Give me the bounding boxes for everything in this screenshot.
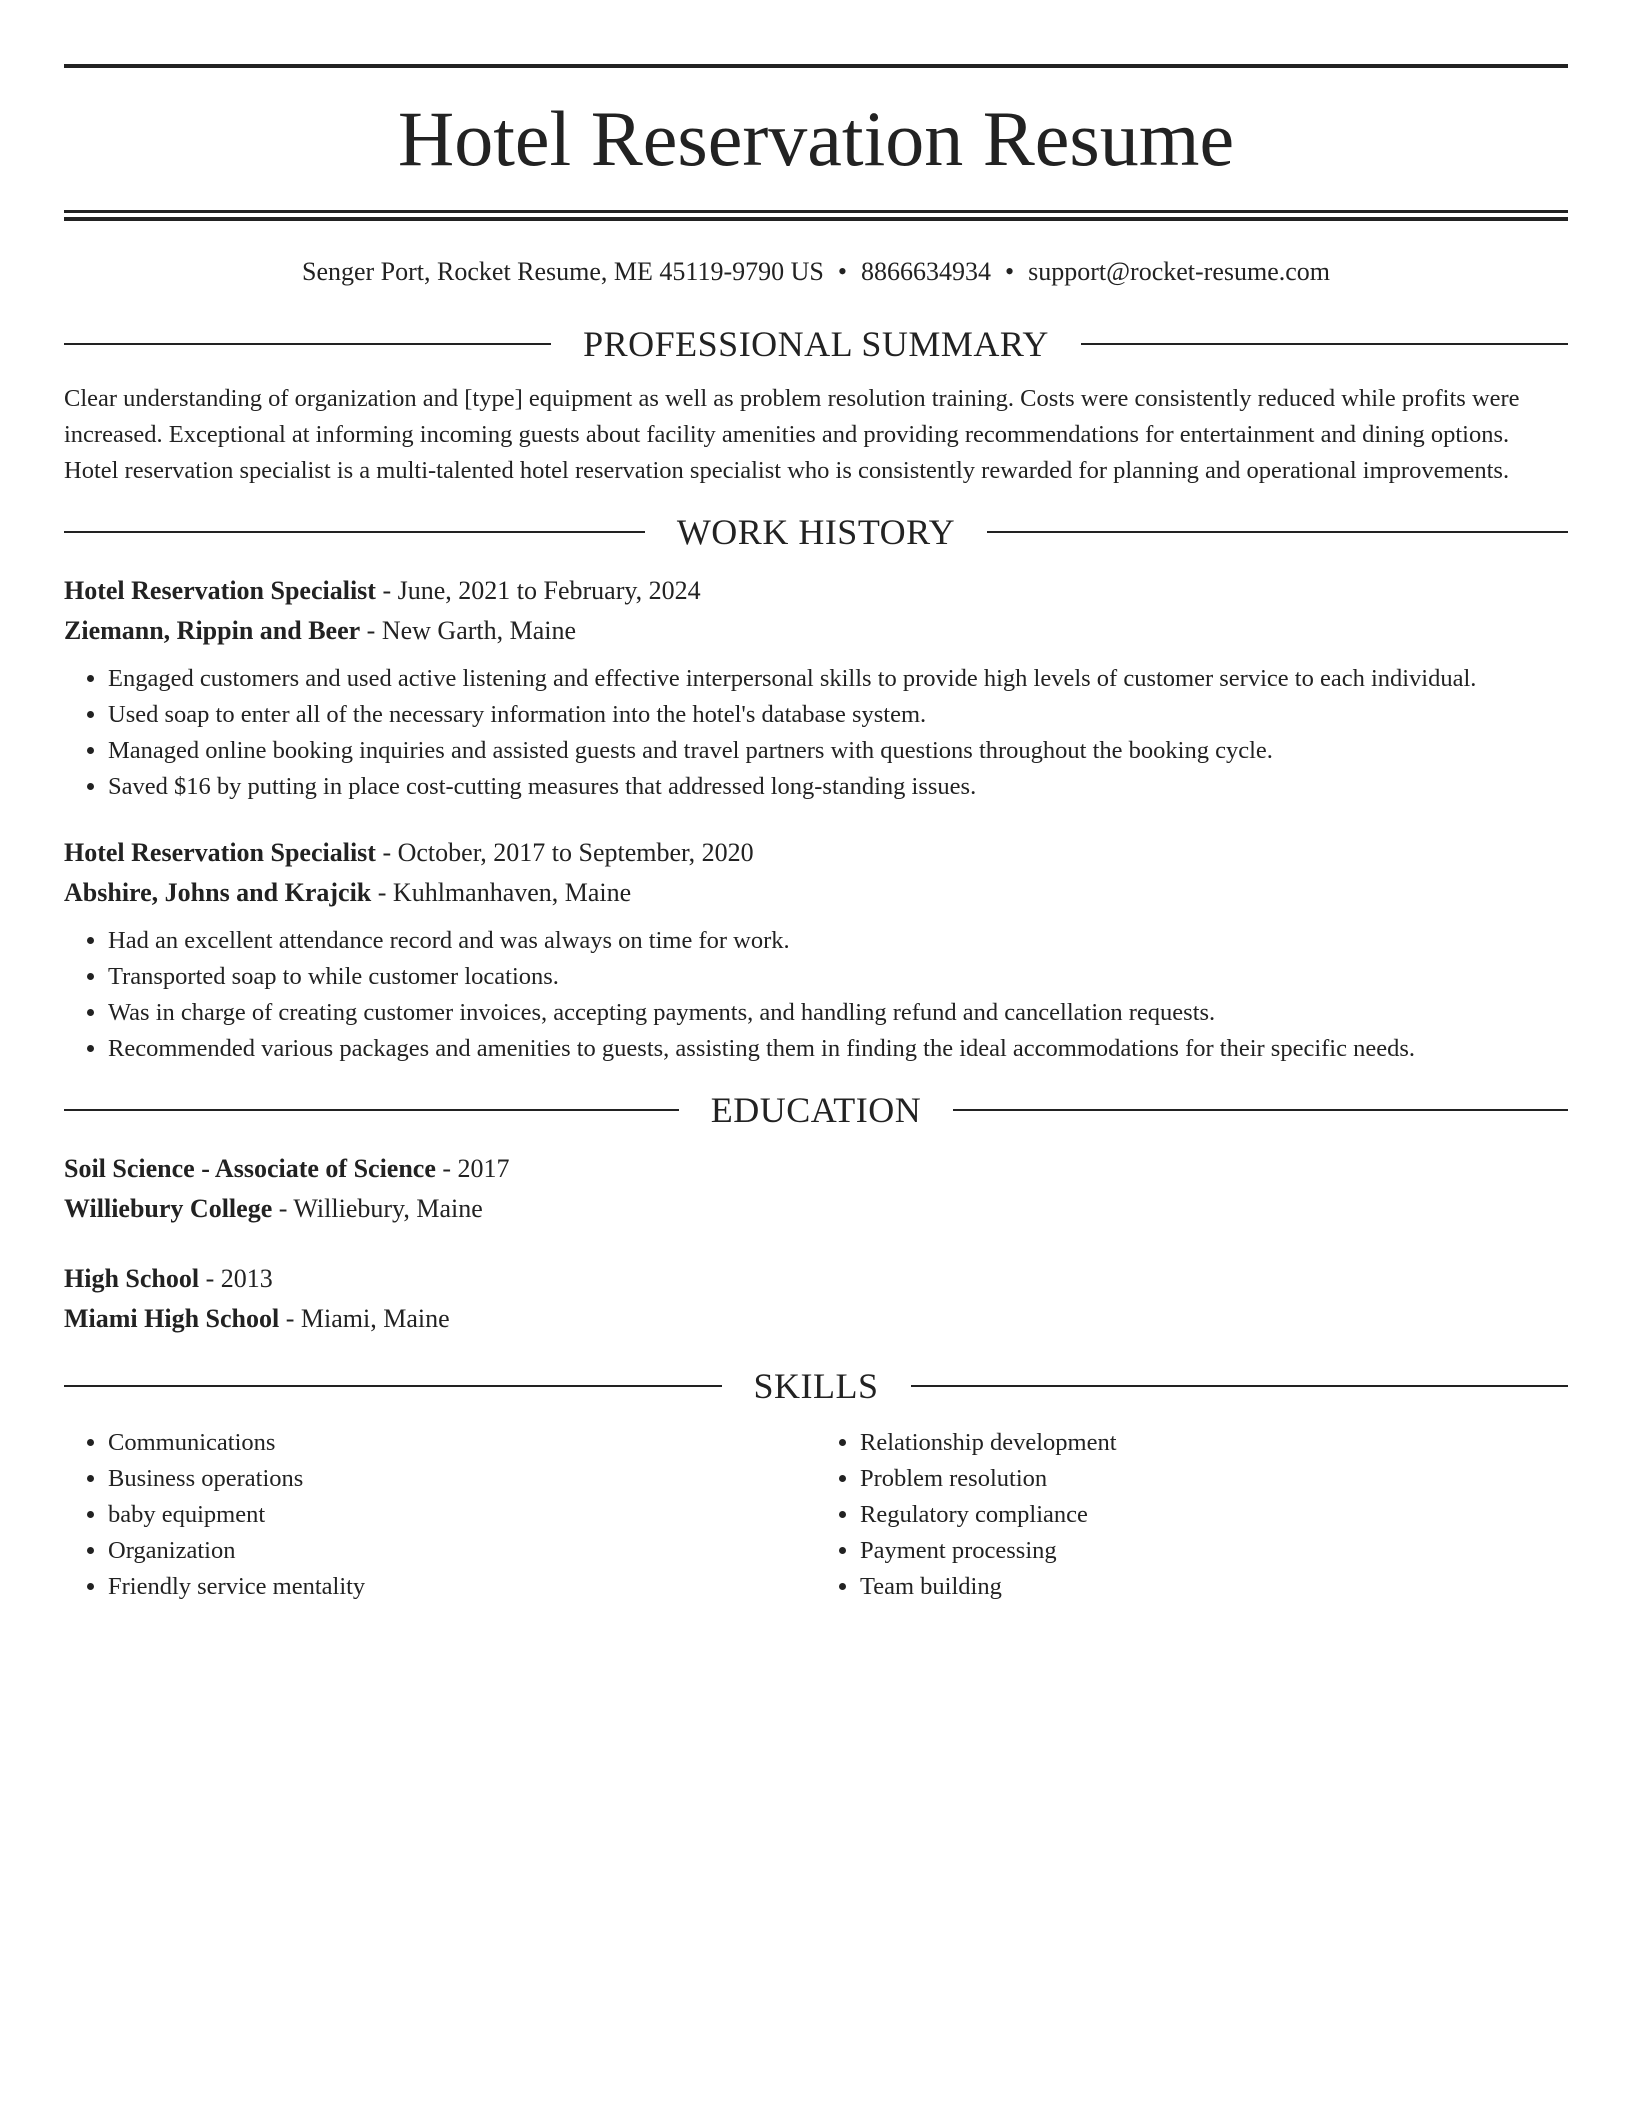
job-title-line xyxy=(64,571,1568,611)
contact-separator: • xyxy=(1004,257,1015,286)
heading-rule xyxy=(64,531,645,533)
job-location: - Kuhlmanhaven, Maine xyxy=(371,878,632,907)
school-location: - Miami, Maine xyxy=(279,1304,450,1333)
list-item: • Used soap to enter all of the necessary information into the hotel's database system. xyxy=(108,697,1568,733)
job-title-line xyxy=(64,833,1568,873)
degree-year: - 2017 xyxy=(435,1154,510,1183)
skill-item: • Payment processing xyxy=(860,1533,1568,1569)
list-item: • Saved $16 by putting in place cost-cutting measures that addressed long-standing issues. xyxy=(108,769,1568,805)
education-entry xyxy=(64,1149,1568,1229)
job-dates: - October, 2017 to September, 2020 xyxy=(375,838,754,867)
section-title: EDUCATION xyxy=(710,1090,922,1130)
job-location: - New Garth, Maine xyxy=(360,616,577,645)
resume-title: Hotel Reservation Resume xyxy=(397,95,1235,182)
heading-rule xyxy=(953,1109,1568,1111)
list-item: • Was in charge of creating customer invoices, accepting payments, and handling refund and cancellation requests. xyxy=(108,995,1568,1031)
school-location: - Williebury, Maine xyxy=(272,1194,483,1223)
skill-item: • Regulatory compliance xyxy=(860,1497,1568,1533)
list-item: • Managed online booking inquiries and assisted guests and travel partners with questions throughout the booking cycle. xyxy=(108,733,1568,769)
job-bullets xyxy=(64,923,1568,1067)
section-title: PROFESSIONAL SUMMARY xyxy=(583,324,1049,364)
skill-item: • Friendly service mentality xyxy=(108,1569,816,1605)
degree-line xyxy=(64,1149,1568,1189)
contact-line xyxy=(64,257,1568,287)
section-heading-education xyxy=(64,1085,1568,1135)
skill-item: • Organization xyxy=(108,1533,816,1569)
education-entry xyxy=(64,1259,1568,1339)
degree-year: - 2013 xyxy=(199,1264,273,1293)
skill-item: • Relationship development xyxy=(860,1425,1568,1461)
section-title: WORK HISTORY xyxy=(676,512,956,552)
contact-phone: 8866634934 xyxy=(860,257,991,286)
skill-item: • Problem resolution xyxy=(860,1461,1568,1497)
list-item: • Transported soap to while customer locations. xyxy=(108,959,1568,995)
heading-rule xyxy=(64,1385,722,1387)
contact-separator: • xyxy=(837,257,847,286)
section-heading-summary xyxy=(64,319,1568,369)
skills-list xyxy=(64,1425,1568,1605)
job-title: Hotel Reservation Specialist xyxy=(64,576,376,605)
school-line xyxy=(64,1189,1568,1229)
list-item: • Engaged customers and used active listening and effective interpersonal skills to provide high levels of customer service to each individual. xyxy=(108,661,1568,697)
school: Williebury College xyxy=(64,1194,273,1223)
job-bullets xyxy=(64,661,1568,805)
skills-column-right xyxy=(816,1425,1568,1605)
heading-rule xyxy=(911,1385,1569,1387)
school: Miami High School xyxy=(64,1304,280,1333)
contact-email: support@rocket-resume.com xyxy=(1028,257,1331,286)
heading-rule xyxy=(1081,343,1568,345)
job-company: Abshire, Johns and Krajcik xyxy=(64,878,372,907)
skill-item: • baby equipment xyxy=(108,1497,816,1533)
job-title: Hotel Reservation Specialist xyxy=(64,838,376,867)
degree: High School xyxy=(64,1264,200,1293)
job-company-line xyxy=(64,611,1568,651)
section-title: SKILLS xyxy=(753,1366,879,1406)
skill-item: • Communications xyxy=(108,1425,816,1461)
heading-rule xyxy=(987,531,1568,533)
job-entry xyxy=(64,833,1568,1067)
school-line xyxy=(64,1299,1568,1339)
contact-address: Senger Port, Rocket Resume, ME 45119-9790 US xyxy=(301,257,824,286)
degree: Soil Science - Associate of Science xyxy=(64,1154,436,1183)
heading-rule xyxy=(64,1109,679,1111)
list-item: • Had an excellent attendance record and was always on time for work. xyxy=(108,923,1568,959)
job-company: Ziemann, Rippin and Beer xyxy=(64,616,361,645)
section-heading-skills xyxy=(64,1361,1568,1411)
heading-rule xyxy=(64,343,551,345)
skill-item: • Team building xyxy=(860,1569,1568,1605)
job-dates: - June, 2021 to February, 2024 xyxy=(375,576,701,605)
summary-text: Clear understanding of organization and [type] equipment as well as problem resolution training. Costs were consistently reduced while profits were increased. Exceptional at informing incoming guests about facility amenities and providing recommendations for entertainment and dining options. Hotel reservation specialist is a multi-talented hotel reservation specialist who is consistently rewarded for planning and operational improvements. xyxy=(64,385,1520,484)
skill-item: • Business operations xyxy=(108,1461,816,1497)
skills-column-left xyxy=(64,1425,816,1605)
degree-line xyxy=(64,1259,1568,1299)
job-entry xyxy=(64,571,1568,805)
job-company-line xyxy=(64,873,1568,913)
section-heading-work-history xyxy=(64,507,1568,557)
resume-page xyxy=(64,64,1568,1605)
header-double-rule xyxy=(64,210,1568,221)
list-item: • Recommended various packages and amenities to guests, assisting them in finding the ideal accommodations for their specific needs. xyxy=(108,1031,1568,1067)
